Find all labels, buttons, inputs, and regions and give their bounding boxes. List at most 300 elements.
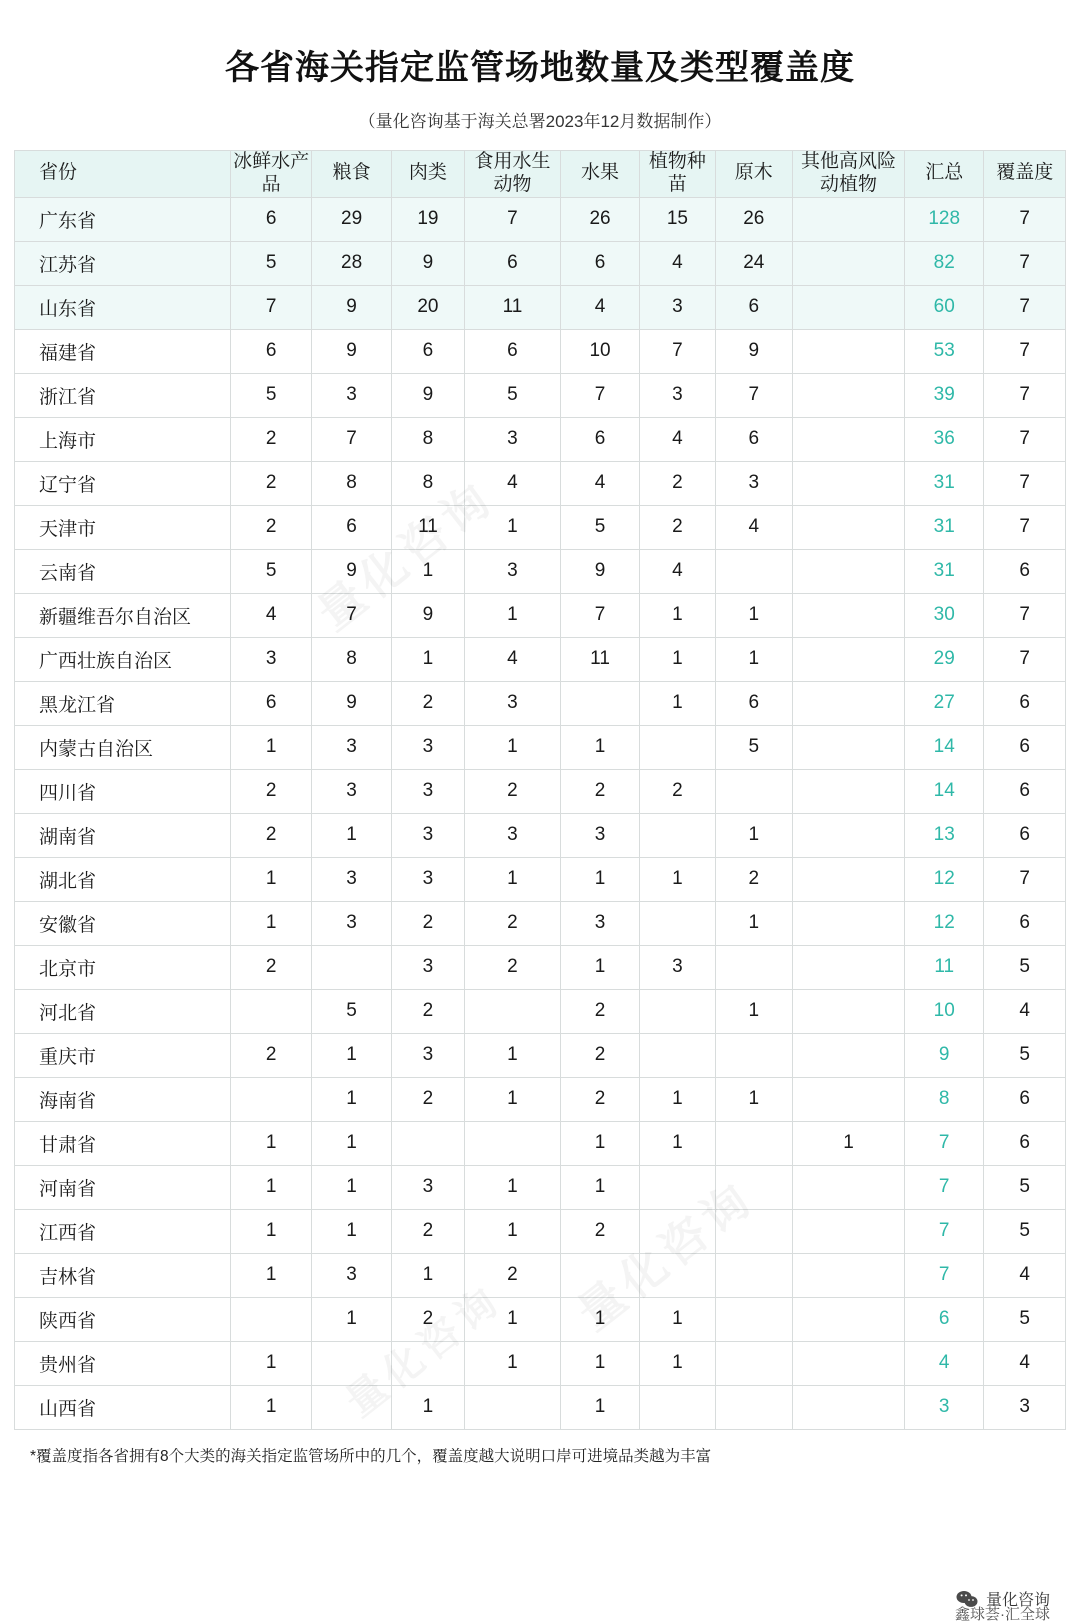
cell-total: 31	[905, 549, 984, 593]
cell-value: 1	[640, 593, 715, 637]
cell-value: 2	[391, 1077, 464, 1121]
cell-value: 4	[640, 549, 715, 593]
cell-value: 6	[312, 505, 391, 549]
cell-value: 4	[465, 461, 561, 505]
table-row	[15, 813, 1066, 857]
cell-value: 9	[312, 681, 391, 725]
cell-value	[792, 1297, 904, 1341]
cell-value: 1	[230, 1253, 311, 1297]
cell-value: 6	[230, 329, 311, 373]
cell-province: 新疆维吾尔自治区	[15, 593, 231, 637]
footnote: *覆盖度指各省拥有8个大类的海关指定监管场所中的几个，覆盖度越大说明口岸可进境品类越为丰富	[30, 1447, 712, 1465]
cell-value	[792, 1209, 904, 1253]
cell-value: 1	[640, 857, 715, 901]
cell-value: 11	[391, 505, 464, 549]
cell-value: 3	[391, 857, 464, 901]
cell-total: 7	[905, 1253, 984, 1297]
cell-value	[792, 681, 904, 725]
column-header-fruit: 水果	[560, 151, 639, 198]
cell-value: 4	[465, 637, 561, 681]
table-row	[15, 593, 1066, 637]
cell-value	[230, 1297, 311, 1341]
cell-province: 四川省	[15, 769, 231, 813]
cell-value: 4	[230, 593, 311, 637]
cell-value	[792, 549, 904, 593]
cell-value: 29	[312, 197, 391, 241]
cell-value: 24	[715, 241, 792, 285]
cell-total: 9	[905, 1033, 984, 1077]
table-row	[15, 329, 1066, 373]
cell-value: 1	[640, 637, 715, 681]
cell-value: 8	[312, 461, 391, 505]
cell-value: 1	[230, 725, 311, 769]
cell-value: 8	[391, 417, 464, 461]
cell-total: 31	[905, 461, 984, 505]
cell-value: 3	[640, 285, 715, 329]
cell-coverage: 7	[984, 461, 1066, 505]
cell-value: 6	[230, 681, 311, 725]
column-header-other-high-risk: 其他高风险动植物	[792, 151, 904, 198]
cell-value: 6	[560, 417, 639, 461]
cell-value: 1	[230, 1209, 311, 1253]
column-header-grain: 粮食	[312, 151, 391, 198]
cell-value: 1	[640, 1121, 715, 1165]
cell-total: 6	[905, 1297, 984, 1341]
cell-value: 9	[312, 549, 391, 593]
cell-value: 9	[312, 285, 391, 329]
cell-value: 1	[715, 1077, 792, 1121]
cell-value: 2	[391, 901, 464, 945]
cell-value: 2	[230, 505, 311, 549]
column-header-edible-aquatic-animals: 食用水生动物	[465, 151, 561, 198]
cell-value: 3	[640, 945, 715, 989]
table-row	[15, 945, 1066, 989]
cell-value: 3	[230, 637, 311, 681]
cell-value: 3	[312, 901, 391, 945]
cell-value: 6	[465, 241, 561, 285]
cell-value: 3	[312, 725, 391, 769]
cell-value: 3	[465, 813, 561, 857]
cell-coverage: 6	[984, 901, 1066, 945]
cell-value: 2	[715, 857, 792, 901]
cell-value: 6	[230, 197, 311, 241]
cell-total: 3	[905, 1385, 984, 1429]
cell-total: 27	[905, 681, 984, 725]
cell-province: 江西省	[15, 1209, 231, 1253]
cell-value: 2	[465, 1253, 561, 1297]
cell-value: 4	[715, 505, 792, 549]
table-row	[15, 373, 1066, 417]
cell-coverage: 7	[984, 593, 1066, 637]
cell-province: 天津市	[15, 505, 231, 549]
table-row	[15, 505, 1066, 549]
column-header-logs: 原木	[715, 151, 792, 198]
cell-total: 12	[905, 857, 984, 901]
cell-total: 7	[905, 1165, 984, 1209]
cell-value: 3	[465, 417, 561, 461]
cell-value: 1	[560, 725, 639, 769]
cell-value	[792, 901, 904, 945]
cell-value: 6	[465, 329, 561, 373]
cell-value: 28	[312, 241, 391, 285]
table-row	[15, 1033, 1066, 1077]
cell-value: 2	[560, 989, 639, 1033]
cell-value: 7	[312, 593, 391, 637]
cell-value: 1	[715, 593, 792, 637]
cell-value	[792, 1033, 904, 1077]
cell-coverage: 5	[984, 945, 1066, 989]
table-row	[15, 549, 1066, 593]
cell-coverage: 3	[984, 1385, 1066, 1429]
cell-coverage: 7	[984, 417, 1066, 461]
cell-province: 重庆市	[15, 1033, 231, 1077]
page-title: 各省海关指定监管场地数量及类型覆盖度	[225, 49, 855, 87]
cell-coverage: 6	[984, 1077, 1066, 1121]
cell-total: 53	[905, 329, 984, 373]
table-row	[15, 1385, 1066, 1429]
cell-value: 1	[465, 1297, 561, 1341]
cell-coverage: 7	[984, 637, 1066, 681]
page-subtitle: （量化咨询基于海关总署2023年12月数据制作）	[358, 112, 722, 131]
cell-value: 1	[312, 1209, 391, 1253]
cell-value	[640, 1253, 715, 1297]
cell-value: 5	[560, 505, 639, 549]
cell-value	[640, 1209, 715, 1253]
cell-value: 1	[391, 1385, 464, 1429]
cell-value: 1	[465, 1033, 561, 1077]
cell-value	[465, 989, 561, 1033]
cell-value: 1	[312, 1121, 391, 1165]
table-row	[15, 1209, 1066, 1253]
cell-province: 山西省	[15, 1385, 231, 1429]
cell-value: 2	[230, 417, 311, 461]
cell-value	[640, 725, 715, 769]
table-row	[15, 725, 1066, 769]
cell-value: 2	[640, 769, 715, 813]
cell-coverage: 4	[984, 989, 1066, 1033]
cell-province: 广东省	[15, 197, 231, 241]
cell-value: 5	[465, 373, 561, 417]
table-row	[15, 681, 1066, 725]
cell-value: 3	[391, 1165, 464, 1209]
table-header-row	[15, 151, 1066, 198]
cell-value: 1	[465, 1165, 561, 1209]
cell-value	[792, 989, 904, 1033]
cell-province: 吉林省	[15, 1253, 231, 1297]
cell-value: 3	[312, 1253, 391, 1297]
table-row	[15, 1253, 1066, 1297]
cell-total: 8	[905, 1077, 984, 1121]
cell-value: 4	[640, 417, 715, 461]
table-row	[15, 417, 1066, 461]
cell-value	[792, 637, 904, 681]
cell-value: 3	[465, 549, 561, 593]
column-header-chilled-aquatic: 冰鲜水产品	[230, 151, 311, 198]
cell-value: 1	[792, 1121, 904, 1165]
cell-value: 1	[312, 1077, 391, 1121]
cell-total: 31	[905, 505, 984, 549]
cell-value	[792, 417, 904, 461]
cell-value	[560, 681, 639, 725]
cell-value: 1	[312, 1033, 391, 1077]
cell-value: 3	[312, 769, 391, 813]
cell-value: 7	[560, 373, 639, 417]
cell-value: 1	[230, 857, 311, 901]
cell-coverage: 7	[984, 285, 1066, 329]
cell-value: 2	[230, 813, 311, 857]
cell-value: 6	[391, 329, 464, 373]
cell-value	[715, 1341, 792, 1385]
cell-value: 1	[391, 1253, 464, 1297]
cell-value: 1	[391, 637, 464, 681]
column-header-meat: 肉类	[391, 151, 464, 198]
table-row	[15, 901, 1066, 945]
brand-label: 鑫球荟·汇全球	[955, 1606, 1050, 1623]
cell-coverage: 7	[984, 241, 1066, 285]
cell-value	[715, 769, 792, 813]
cell-value: 1	[640, 1297, 715, 1341]
cell-value: 3	[465, 681, 561, 725]
column-header-plant-seedlings: 植物种苗	[640, 151, 715, 198]
cell-coverage: 7	[984, 857, 1066, 901]
column-header-coverage: 覆盖度	[984, 151, 1066, 198]
cell-value: 1	[230, 1341, 311, 1385]
cell-coverage: 5	[984, 1165, 1066, 1209]
cell-value	[792, 505, 904, 549]
cell-value: 9	[312, 329, 391, 373]
cell-value: 6	[715, 417, 792, 461]
cell-value: 1	[640, 681, 715, 725]
cell-value: 2	[560, 1209, 639, 1253]
cell-value	[792, 857, 904, 901]
cell-province: 辽宁省	[15, 461, 231, 505]
cell-coverage: 6	[984, 549, 1066, 593]
cell-value: 1	[715, 813, 792, 857]
cell-province: 云南省	[15, 549, 231, 593]
cell-value	[715, 1385, 792, 1429]
cell-value: 1	[465, 1077, 561, 1121]
cell-value: 26	[715, 197, 792, 241]
cell-value: 10	[560, 329, 639, 373]
cell-value: 1	[230, 1385, 311, 1429]
cell-province: 海南省	[15, 1077, 231, 1121]
cell-coverage: 6	[984, 725, 1066, 769]
cell-value	[715, 1209, 792, 1253]
cell-value: 1	[465, 857, 561, 901]
table-row	[15, 285, 1066, 329]
cell-value: 2	[230, 461, 311, 505]
table-row	[15, 461, 1066, 505]
cell-value: 1	[560, 1385, 639, 1429]
cell-value	[560, 1253, 639, 1297]
cell-value	[640, 813, 715, 857]
cell-province: 浙江省	[15, 373, 231, 417]
cell-coverage: 6	[984, 681, 1066, 725]
cell-value: 1	[465, 1341, 561, 1385]
cell-total: 14	[905, 769, 984, 813]
cell-value: 7	[230, 285, 311, 329]
cell-value: 2	[640, 505, 715, 549]
cell-value	[640, 1165, 715, 1209]
cell-value: 1	[312, 1165, 391, 1209]
cell-province: 广西壮族自治区	[15, 637, 231, 681]
cell-value	[792, 945, 904, 989]
cell-value: 9	[391, 241, 464, 285]
cell-value: 2	[391, 681, 464, 725]
cell-value: 5	[230, 373, 311, 417]
cell-value: 6	[560, 241, 639, 285]
cell-value: 1	[560, 857, 639, 901]
cell-value: 4	[560, 461, 639, 505]
cell-coverage: 5	[984, 1297, 1066, 1341]
cell-value: 2	[391, 1209, 464, 1253]
table-header	[15, 151, 1066, 198]
cell-value: 2	[391, 1297, 464, 1341]
cell-value: 1	[560, 1121, 639, 1165]
cell-value	[715, 1253, 792, 1297]
cell-coverage: 6	[984, 1121, 1066, 1165]
cell-coverage: 7	[984, 505, 1066, 549]
cell-coverage: 6	[984, 769, 1066, 813]
cell-total: 4	[905, 1341, 984, 1385]
cell-total: 14	[905, 725, 984, 769]
cell-value: 1	[715, 637, 792, 681]
cell-total: 60	[905, 285, 984, 329]
cell-province: 湖南省	[15, 813, 231, 857]
cell-coverage: 7	[984, 329, 1066, 373]
cell-value: 19	[391, 197, 464, 241]
cell-value: 4	[560, 285, 639, 329]
cell-province: 河南省	[15, 1165, 231, 1209]
cell-value: 4	[640, 241, 715, 285]
cell-total: 39	[905, 373, 984, 417]
cell-value: 9	[391, 593, 464, 637]
cell-value	[312, 1385, 391, 1429]
cell-value: 20	[391, 285, 464, 329]
cell-coverage: 7	[984, 373, 1066, 417]
cell-value: 1	[465, 1209, 561, 1253]
cell-value: 3	[560, 901, 639, 945]
cell-value: 3	[560, 813, 639, 857]
table-body	[15, 197, 1066, 1429]
table-row	[15, 1165, 1066, 1209]
cell-value: 1	[465, 593, 561, 637]
table-row	[15, 1077, 1066, 1121]
cell-value	[792, 725, 904, 769]
cell-province: 河北省	[15, 989, 231, 1033]
cell-value	[715, 549, 792, 593]
cell-total: 128	[905, 197, 984, 241]
cell-value: 5	[230, 241, 311, 285]
cell-value: 2	[465, 769, 561, 813]
cell-value: 3	[391, 725, 464, 769]
cell-province: 北京市	[15, 945, 231, 989]
cell-value: 7	[640, 329, 715, 373]
cell-value	[640, 901, 715, 945]
cell-value: 15	[640, 197, 715, 241]
cell-value: 1	[560, 945, 639, 989]
cell-value: 1	[560, 1297, 639, 1341]
table-row	[15, 1341, 1066, 1385]
cell-value: 9	[715, 329, 792, 373]
cell-value: 9	[391, 373, 464, 417]
cell-value: 1	[391, 549, 464, 593]
cell-province: 山东省	[15, 285, 231, 329]
cell-value: 8	[391, 461, 464, 505]
cell-value: 1	[230, 1165, 311, 1209]
cell-value: 2	[465, 901, 561, 945]
cell-value	[792, 461, 904, 505]
cell-value: 7	[715, 373, 792, 417]
cell-value: 5	[715, 725, 792, 769]
cell-value	[715, 1297, 792, 1341]
cell-value	[792, 373, 904, 417]
cell-coverage: 4	[984, 1341, 1066, 1385]
table-row	[15, 989, 1066, 1033]
cell-value: 3	[391, 945, 464, 989]
cell-value	[312, 945, 391, 989]
cell-value: 1	[230, 901, 311, 945]
cell-total: 7	[905, 1121, 984, 1165]
cell-value: 1	[465, 725, 561, 769]
cell-value: 1	[230, 1121, 311, 1165]
cell-value	[792, 1253, 904, 1297]
cell-total: 12	[905, 901, 984, 945]
cell-value	[715, 1033, 792, 1077]
cell-value: 2	[230, 1033, 311, 1077]
cell-value	[792, 197, 904, 241]
table-row	[15, 637, 1066, 681]
table-row	[15, 197, 1066, 241]
cell-province: 黑龙江省	[15, 681, 231, 725]
cell-value	[465, 1121, 561, 1165]
cell-value	[640, 1033, 715, 1077]
cell-total: 36	[905, 417, 984, 461]
cell-value: 2	[391, 989, 464, 1033]
cell-coverage: 5	[984, 1033, 1066, 1077]
cell-value: 1	[560, 1341, 639, 1385]
cell-value: 1	[640, 1341, 715, 1385]
cell-value	[230, 989, 311, 1033]
table-row	[15, 769, 1066, 813]
cell-value	[715, 945, 792, 989]
cell-province: 内蒙古自治区	[15, 725, 231, 769]
cell-province: 上海市	[15, 417, 231, 461]
cell-value	[640, 1385, 715, 1429]
cell-province: 贵州省	[15, 1341, 231, 1385]
cell-value: 2	[560, 1077, 639, 1121]
cell-value: 2	[560, 1033, 639, 1077]
cell-value: 1	[312, 1297, 391, 1341]
column-header-total: 汇总	[905, 151, 984, 198]
data-table	[14, 150, 1066, 1430]
cell-value	[715, 1165, 792, 1209]
cell-value: 11	[465, 285, 561, 329]
cell-value: 7	[465, 197, 561, 241]
cell-province: 福建省	[15, 329, 231, 373]
cell-total: 30	[905, 593, 984, 637]
cell-coverage: 7	[984, 197, 1066, 241]
cell-value	[792, 1077, 904, 1121]
cell-value	[465, 1385, 561, 1429]
cell-province: 甘肃省	[15, 1121, 231, 1165]
cell-value	[792, 813, 904, 857]
cell-value	[792, 1341, 904, 1385]
cell-total: 11	[905, 945, 984, 989]
cell-value: 9	[560, 549, 639, 593]
table-row	[15, 241, 1066, 285]
cell-value: 3	[312, 373, 391, 417]
